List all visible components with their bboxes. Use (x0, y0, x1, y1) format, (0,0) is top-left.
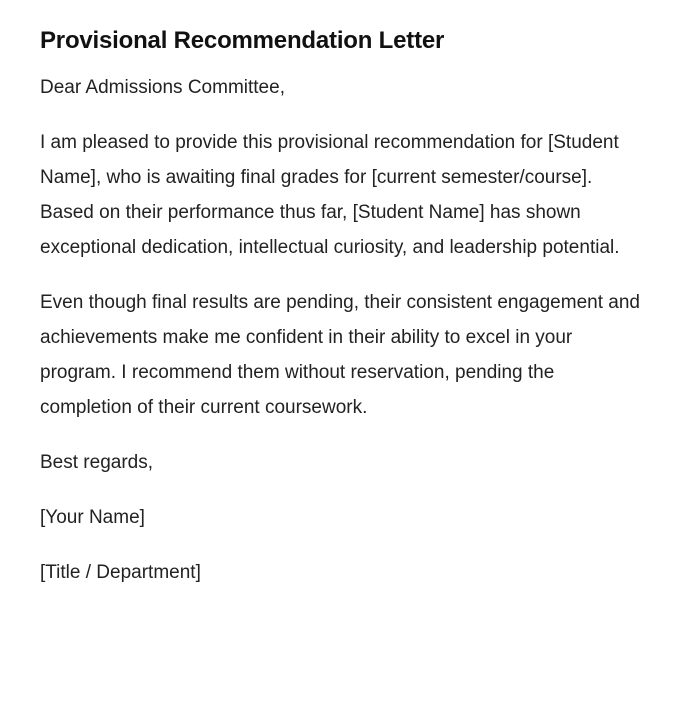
signature-title: [Title / Department] (40, 562, 201, 583)
closing: Best regards, (40, 452, 153, 473)
body-paragraph-1: I am pleased to provide this provisional recommendation for [Student Name], who is awaiting final grades for [current semester/course]. Based on their performance thus far, [Student Name] has shown exceptional dedication, intellectual curiosity, and leadership potential. (40, 132, 620, 258)
signature-name: [Your Name] (40, 507, 145, 528)
salutation: Dear Admissions Committee, (40, 77, 285, 98)
body-paragraph-2: Even though final results are pending, their consistent engagement and achievements make me confident in their ability to excel in your program. I recommend them without reservation, pending the completion of their current coursework. (40, 292, 640, 418)
letter-title: Provisional Recommendation Letter (40, 27, 445, 54)
